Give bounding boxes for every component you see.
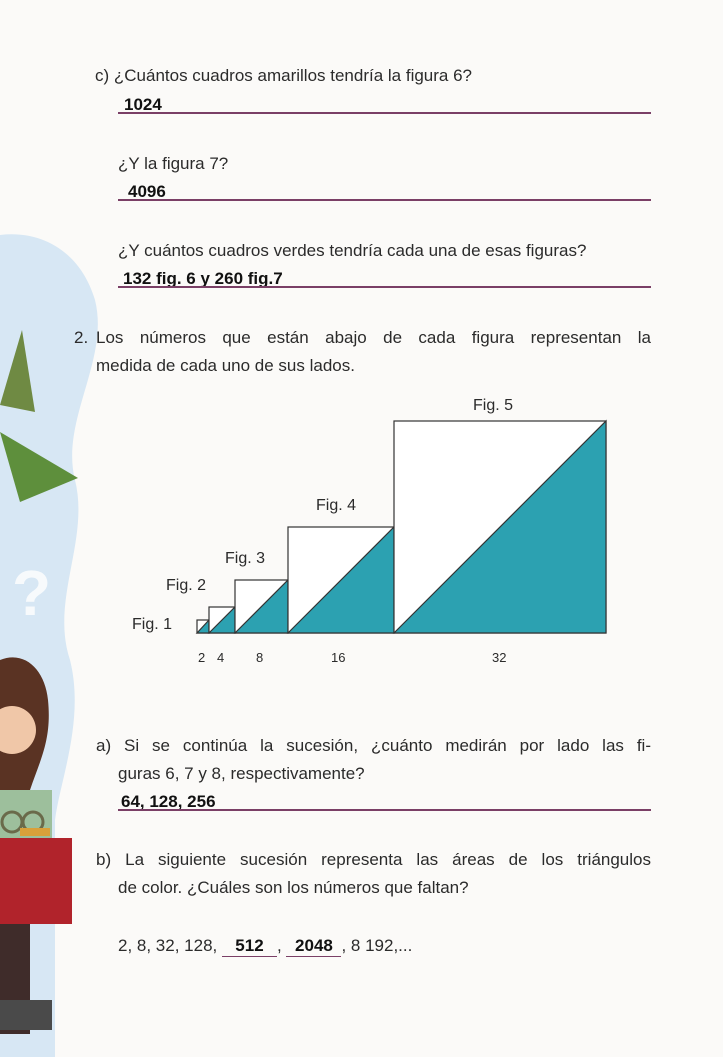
character-shoe: [0, 1000, 52, 1030]
fig-1-label: Fig. 1: [132, 616, 173, 633]
fig7-answer: 4096: [128, 182, 166, 201]
blank-2-answer: 2048: [295, 936, 333, 955]
fig-2-square: [209, 607, 235, 633]
green-squares-question-text: ¿Y cuántos cuadros verdes tendría cada una de esas figuras?: [118, 241, 587, 260]
question-c-answer: 1024: [124, 95, 162, 114]
fig-4-label: Fig. 4: [316, 497, 357, 514]
suitcase-handle: [20, 828, 50, 836]
red-suitcase: [0, 838, 72, 924]
fig-5-side-length: 32: [492, 650, 507, 665]
fig-4-side-length: 16: [331, 650, 346, 665]
blank-1: [222, 936, 277, 957]
fig-5-label: Fig. 5: [473, 397, 514, 414]
question-2b-text: [96, 846, 651, 902]
question-2a-line-2: guras 6, 7 y 8, respectivamente?: [118, 764, 365, 783]
sequence-comma: ,: [276, 936, 282, 955]
fig-2-side-length: 4: [217, 650, 225, 665]
answer-line: [118, 809, 651, 811]
question-2b-line-1: b) La siguiente sucesión representa las áreas de los triángulos: [96, 850, 651, 869]
fig-3-square: [235, 580, 288, 633]
question-c-text: c) ¿Cuántos cuadros amarillos tendría la figura 6?: [95, 66, 473, 85]
question-mark-icon: ?: [12, 557, 52, 629]
sequence-end: , 8 192,...: [341, 936, 413, 955]
fig-2-label: Fig. 2: [166, 577, 207, 594]
fig-4-square: [288, 527, 394, 633]
fig7-question-text: ¿Y la figura 7?: [118, 154, 229, 173]
fig-3-label: Fig. 3: [225, 550, 266, 567]
blank-1-answer: 512: [235, 936, 264, 955]
question-2-number: 2.: [74, 328, 89, 347]
area-sequence: [118, 932, 412, 960]
question-2a-answer: 64, 128, 256: [121, 792, 216, 811]
fig-3-side-length: 8: [256, 650, 264, 665]
fig-1-square: [197, 620, 209, 633]
fig-5-square: [394, 421, 606, 633]
question-2a-line-1: a) Si se continúa la sucesión, ¿cuánto medirán por lado las fi-: [96, 736, 651, 755]
green-squares-answer: 132 fig. 6 y 260 fig.7: [123, 269, 283, 288]
question-2b-line-2: de color. ¿Cuáles son los números que faltan?: [118, 878, 469, 897]
statement-line-1: Los números que están abajo de cada figura representan la: [96, 328, 651, 347]
question-2a-text: [96, 732, 651, 788]
statement-line-2: medida de cada uno de sus lados.: [96, 356, 355, 375]
sequence-start: 2, 8, 32, 128,: [118, 936, 218, 955]
blank-2: [286, 936, 341, 957]
fig-1-side-length: 2: [198, 650, 206, 665]
